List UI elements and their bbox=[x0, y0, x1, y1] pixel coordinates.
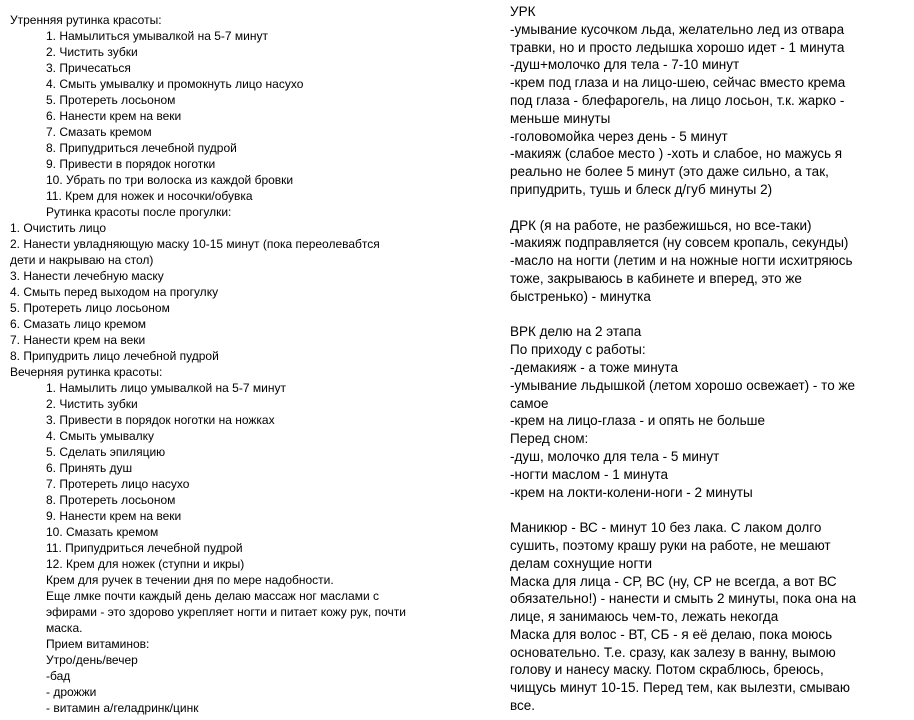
note-line: Крем для ручек в течении дня по мере надобности. bbox=[46, 573, 334, 587]
walk-list-item: 2. Нанести увладняющую маску 10-15 минут (пока переолевабтся bbox=[10, 237, 380, 251]
evening-list-item: 10. Смазать кремом bbox=[46, 525, 159, 539]
vrk-line: Перед сном: bbox=[510, 431, 589, 447]
vitamins-item: - дрожжи bbox=[46, 685, 97, 699]
walk-list-item: 6. Смазать лицо кремом bbox=[10, 317, 147, 331]
vitamins-title: Прием витаминов: bbox=[46, 637, 150, 651]
drk-line: -макияж подправляется (ну совсем кропаль, секунды) bbox=[510, 235, 849, 251]
urk-line: -душ+молочко для тела - 7-10 минут bbox=[510, 57, 740, 73]
vrk-line: -крем на лицо-глаза - и опять не больше bbox=[510, 413, 766, 429]
morning-list-item: 7. Смазать кремом bbox=[46, 125, 152, 139]
urk-line: меньше минуты bbox=[510, 110, 611, 126]
care-line: сушить, поэтому крашу руки на работе, не мешают bbox=[510, 537, 831, 553]
walk-list-item: 5. Протереть лицо лосьоном bbox=[10, 301, 170, 315]
care-line: Маска для волос - ВТ, СБ - я её делаю, пока моюсь bbox=[510, 626, 833, 642]
vrk-line: -душ, молочко для тела - 5 минут bbox=[510, 448, 720, 464]
section-spacer bbox=[510, 199, 905, 217]
morning-list-item: 9. Привести в порядок ноготки bbox=[46, 157, 216, 171]
evening-list-item: 3. Привести в порядок ноготки на ножках bbox=[46, 413, 275, 427]
note-line: Еще лмке почти каждый день делаю массаж ног маслами с bbox=[46, 589, 379, 603]
drk-line: -масло на ногти (летим и на ножные ногти исхитряюсь bbox=[510, 253, 853, 269]
walk-list-item: 3. Нанести лечебную маску bbox=[10, 269, 164, 283]
walk-routine-list bbox=[0, 220, 470, 364]
walk-list-item: 1. Очистить лицо bbox=[10, 221, 107, 235]
evening-list-item: 2. Чистить зубки bbox=[46, 397, 138, 411]
urk-line: -крем под глаза и на лицо-шею, сейчас вместо крема bbox=[510, 75, 846, 91]
care-line: основательно. Т.е. сразу, как залезу в ванну, вымою bbox=[510, 644, 836, 660]
walk-list-item: 4. Смыть перед выходом на прогулку bbox=[10, 285, 219, 299]
urk-line: травки, но и просто ледышка хорошо идет - 1 минута bbox=[510, 39, 845, 55]
morning-list-item: 8. Припудриться лечебной пудрой bbox=[46, 141, 237, 155]
walk-list-item: 8. Припудрить лицо лечебной пудрой bbox=[10, 349, 219, 363]
urk-line: припудрить, тушь и блеск д/губ минуты 2) bbox=[510, 181, 773, 197]
morning-list-item: 3. Причесаться bbox=[46, 61, 131, 75]
morning-list-item: 10. Убрать по три волоска из каждой бровки bbox=[46, 173, 294, 187]
care-line: голову и нанесу маску. Потом скраблюсь, бреюсь, bbox=[510, 662, 824, 678]
urk-line: реально не более 5 минут (это даже сильно, а так, bbox=[510, 164, 829, 180]
section-spacer bbox=[510, 501, 905, 519]
evening-list-item: 8. Протереть лосьоном bbox=[46, 493, 176, 507]
evening-list-item: 4. Смыть умывалку bbox=[46, 429, 155, 443]
morning-routine-list bbox=[0, 28, 470, 204]
care-line: чищусь минут 10-15. Перед тем, как вылезти, смываю bbox=[510, 680, 850, 696]
vrk-section bbox=[510, 323, 905, 501]
urk-line: -умывание кусочком льда, желательно лед из отвара bbox=[510, 21, 845, 37]
vrk-line: -крем на локти-колени-ноги - 2 минуты bbox=[510, 484, 753, 500]
evening-list-item: 12. Крем для ножек (ступни и икры) bbox=[46, 557, 245, 571]
morning-list-item: 2. Чистить зубки bbox=[46, 45, 138, 59]
drk-line: быстренько) - минутка bbox=[510, 288, 651, 304]
urk-line: УРК bbox=[510, 4, 536, 19]
note-line: эфирами - это здорово укрепляет ногти и питает кожу рук, почти bbox=[46, 605, 406, 619]
walk-list-item: дети и накрываю на стол) bbox=[10, 253, 154, 267]
care-line: Маникюр - ВС - минут 10 без лака. С лаком долго bbox=[510, 520, 822, 536]
notes-block bbox=[0, 572, 470, 636]
vrk-line: ВРК делю на 2 этапа bbox=[510, 324, 642, 340]
vrk-line: -ногти маслом - 1 минута bbox=[510, 466, 669, 482]
urk-line: под глаза - блефарогель, на лицо лосьон, т.к. жарко - bbox=[510, 92, 845, 108]
drk-line: тоже, закрываюсь в кабинете и вперед, это же bbox=[510, 270, 802, 286]
vrk-line: -демакияж - а тоже минута bbox=[510, 359, 678, 375]
evening-routine-list bbox=[0, 380, 470, 572]
morning-list-item: 5. Протереть лосьоном bbox=[46, 93, 176, 107]
care-line: лице, я занимаюсь чем-то, лежать некогда bbox=[510, 609, 779, 625]
urk-line: -макияж (слабое место ) -хоть и слабое, но мажусь я bbox=[510, 146, 843, 162]
vrk-line: самое bbox=[510, 395, 549, 411]
care-section bbox=[510, 519, 905, 715]
evening-list-item: 11. Припудриться лечебной пудрой bbox=[46, 541, 243, 555]
note-line: маска. bbox=[46, 621, 83, 635]
section-spacer bbox=[510, 306, 905, 324]
right-column bbox=[510, 0, 905, 715]
evening-list-item: 7. Протереть лицо насухо bbox=[46, 477, 190, 491]
evening-list-item: 5. Сделать эпиляцию bbox=[46, 445, 166, 459]
walk-list-item: 7. Нанести крем на веки bbox=[10, 333, 146, 347]
care-line: делам сохнущие ногти bbox=[510, 555, 653, 571]
evening-routine-title: Вечерняя рутинка красоты: bbox=[10, 365, 163, 379]
morning-list-item: 11. Крем для ножек и носочки/обувка bbox=[46, 189, 253, 203]
drk-line: ДРК (я на работе, не разбежишься, но все-таки) bbox=[510, 217, 812, 233]
morning-list-item: 1. Намылиться умывалкой на 5-7 минут bbox=[46, 29, 268, 43]
vitamins-item: -бад bbox=[46, 669, 71, 683]
evening-list-item: 6. Принять душ bbox=[46, 461, 133, 475]
drk-section bbox=[510, 217, 905, 306]
evening-list-item: 9. Нанести крем на веки bbox=[46, 509, 182, 523]
urk-section bbox=[510, 3, 905, 199]
urk-line: -головомойка через день - 5 минут bbox=[510, 128, 728, 144]
care-line: Маска для лица - СР, ВС (ну, СР не всегда, а вот ВС bbox=[510, 573, 837, 589]
evening-list-item: 1. Намылить лицо умывалкой на 5-7 минут bbox=[46, 381, 286, 395]
morning-routine-title: Утренняя рутинка красоты: bbox=[10, 13, 162, 27]
care-line: все. bbox=[510, 698, 536, 714]
vrk-line: По приходу с работы: bbox=[510, 342, 646, 358]
vrk-line: -умывание льдышкой (летом хорошо освежает) - то же bbox=[510, 377, 855, 393]
care-line: обязательно!) - нанести и смыть 2 минуты, пока она на bbox=[510, 591, 857, 607]
walk-routine-title: Рутинка красоты после прогулки: bbox=[46, 205, 232, 219]
morning-list-item: 4. Смыть умывалку и промокнуть лицо насухо bbox=[46, 77, 304, 91]
vitamins-item: - витамин а/геладринк/цинк bbox=[46, 701, 199, 715]
morning-list-item: 6. Нанести крем на веки bbox=[46, 109, 182, 123]
vitamins-item: Утро/день/вечер bbox=[46, 653, 138, 667]
vitamins-list bbox=[0, 652, 470, 716]
